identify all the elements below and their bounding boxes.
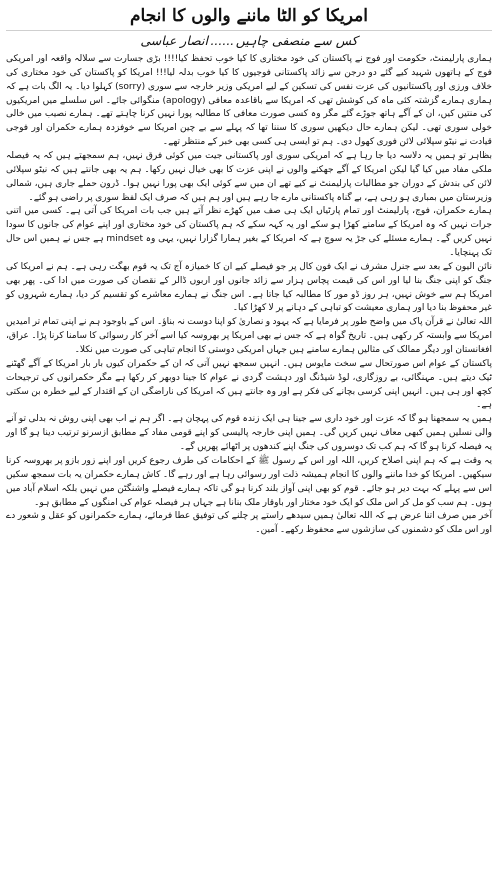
article-body — [6, 53, 492, 538]
article-paragraph: پاکستان کے عوام اس صورتحال سے سخت مایوس ہیں۔ انہیں سمجھ نہیں آتی کہ ان کے حکمران کیوں بار بار امریکا کے آگے گھٹنے ٹیک دیتے ہیں۔ مہنگائی، بے روزگاری، لوڈ شیڈنگ اور دہشت گردی نے عوام کا جینا دوبھر کر رکھا ہے مگر حکمرانوں کی ترجیحات کچھ اور ہی ہیں۔ انہیں اپنی کرسی بچانے کی فکر ہے اور وہ جانتے ہیں کہ امریکا کی ناراضگی ان کے اقتدار کے لیے خطرہ بن سکتی ہے۔ — [6, 358, 492, 411]
article-paragraph: نائن الیون کے بعد سے جنرل مشرف نے ایک فون کال پر جو فیصلے کیے ان کا خمیازہ آج تک یہ قوم بھگت رہی ہے۔ ہم نے امریکا کی جنگ کو اپنی جنگ بنا لیا اور اس کی قیمت پچاس ہزار سے زائد جانوں اور اربوں ڈالر کے نقصان کی صورت میں ادا کی۔ پھر بھی امریکا ہم سے خوش نہیں، ہر روز ڈو مور کا مطالبہ کیا جاتا ہے۔ اس جنگ نے ہمارے معاشرے کو تقسیم کر دیا، ہمارے شہروں کو غیر محفوظ بنا دیا اور ہماری معیشت کو تباہی کے دہانے پر لا کھڑا کیا۔ — [6, 261, 492, 314]
article-paragraph: بظاہر تو ہمیں یہ دلاسہ دیا جا رہا ہے کہ امریکی سوری اور پاکستانی جیت میں کوئی فرق نہیں، ہم سمجھتے ہیں کہ یہ فیصلہ ملکی مفاد میں کیا گیا لیکن امریکا کے آگے جھکنے والوں نے اپنی عزت کا بھی خیال نہیں رکھا۔ ہم یہ بھی جانتے ہیں کہ نیٹو سپلائی لائن کی بندش کے دوران جو مطالبات پارلیمنٹ نے کیے تھے ان میں سے کوئی ایک بھی پورا نہیں ہوا۔ ڈرون حملے جاری ہیں، شمالی وزیرستان میں بمباری ہو رہی ہے، بے گناہ پاکستانی مارے جا رہے ہیں اور ہم ہیں کہ صرف ایک لفظ سوری پر راضی ہو گئے۔ — [6, 151, 492, 203]
article-paragraph: ہمارے حکمران، فوج، پارلیمنٹ اور تمام پارٹیاں ایک ہی صف میں کھڑے نظر آتے ہیں جب بات امریکا کی آتی ہے۔ کسی میں اتنی جرات نہیں کہ وہ امریکا کے سامنے کھڑا ہو سکے اور یہ کہہ سکے کہ ہم پاکستان کی خود مختاری اور اپنے عوام کی جانوں کا سودا نہیں کریں گے۔ ہمارے مسئلے کی جڑ یہ سوچ ہے کہ امریکا کے بغیر ہمارا گزارا نہیں، یہی وہ mindset ہے جس نے ہمیں اس حال تک پہنچایا۔ — [6, 206, 492, 259]
article-title: امریکا کو الٹا ماننے والوں کا انجام — [6, 4, 492, 31]
byline-separator: ...... — [209, 33, 234, 48]
article-paragraph: آخر میں صرف اتنا عرض ہے کہ اللہ تعالیٰ ہمیں سیدھے راستے پر چلنے کی توفیق عطا فرمائے، ہمارے حکمرانوں کو عقل و شعور دے اور اس ملک کو دشمنوں کی سازشوں سے محفوظ رکھے۔ آمین۔ — [6, 511, 492, 536]
byline — [6, 31, 492, 51]
article-paragraph: یہ وقت ہے کہ ہم اپنی اصلاح کریں، اللہ اور اس کے رسول ﷺ کے احکامات کی طرف رجوع کریں اور اپنے زور بازو پر بھروسہ کرنا سیکھیں۔ امریکا کو خدا ماننے والوں کا انجام ہمیشہ ذلت اور رسوائی رہا ہے اور رہے گا۔ کاش ہمارے حکمران یہ بات سمجھ سکیں اس سے پہلے کہ بہت دیر ہو جائے۔ قوم کو بھی اپنی آواز بلند کرنا ہو گی تاکہ ہمارے فیصلے واشنگٹن میں نہیں بلکہ اسلام آباد میں ہوں۔ ہم سب کو مل کر اس ملک کو ایک خود مختار اور باوقار ملک بنانا ہے جہاں ہر فیصلہ عوام کی امنگوں کے مطابق ہو۔ — [6, 455, 492, 508]
article-paragraph: اللہ تعالیٰ نے قرآن پاک میں واضح طور پر فرمایا ہے کہ یہود و نصاریٰ کو اپنا دوست نہ بناؤ۔ اس کے باوجود ہم نے اپنی تمام تر امیدیں امریکا سے وابستہ کر رکھی ہیں۔ تاریخ گواہ ہے کہ جس نے بھی امریکا پر بھروسہ کیا اسے آخر کار رسوائی کا سامنا کرنا پڑا۔ عراق، افغانستان اور دیگر ممالک کی مثالیں ہمارے سامنے ہیں جہاں امریکی دوستی کا انجام تباہی کی صورت میں نکلا۔ — [6, 317, 492, 356]
article-paragraph: ہماری پارلیمنٹ، حکومت اور فوج نے پاکستان کی خود مختاری کا کیا خوب تحفظ کیا!!!! بڑی جسارت سے سلالہ واقعہ اور امریکی فوج کے ہاتھوں شہید کیے گئے دو درجن سے زائد پاکستانی فوجیوں کا کیا خوب بدلہ لیا!!! امریکا کو پاکستان کی خود مختاری کی خلاف ورزی اور پاکستانیوں کی عزت نفس کی تسکین کے لیے امریکی وزیر خارجہ سے سوری (sorry) کہلوا دیا۔ یہ الگ بات ہے کہ ہماری ہمارے گزشتہ کئی ماہ کی کوشش تھی کہ امریکا سے باقاعدہ معافی (apology) منگوائی جائے۔ اس سلسلے میں امریکیوں کی منتیں کیں، ان کے آگے ہاتھ جوڑے گئے مگر وہ کسی صورت معافی کا مطالبہ پورا نہیں کرنا چاہتے تھے۔ ہمارے نصیب میں خالی خولی سوری تھی۔ لیکن ہمارے حال دیکھیں سوری کا سننا تھا کہ پہلے سے بے چین امریکا سے خوفزدہ ہمارے حکمران اور فوجی قیادت نے نیٹو سپلائی لائن فوری کھول دی۔ ہم تو ایسی ہی کسی بھی خبر کے منتظر تھے۔ — [6, 54, 492, 148]
author-name: انصار عباسی — [140, 33, 208, 48]
article-subtitle: کس سے منصفی چاہیں — [235, 33, 358, 48]
article-paragraph: ہمیں یہ سمجھنا ہو گا کہ عزت اور خود داری سے جینا ہی ایک زندہ قوم کی پہچان ہے۔ اگر ہم نے اب بھی اپنی روش نہ بدلی تو آنے والی نسلیں ہمیں کبھی معاف نہیں کریں گی۔ ہمیں اپنی خارجہ پالیسی کو اپنے قومی مفاد کے مطابق ازسرنو ترتیب دینا ہو گا اور یہ فیصلہ کرنا ہو گا کہ ہم کب تک دوسروں کی جنگ اپنے کندھوں پر اٹھائے پھریں گے۔ — [6, 414, 492, 453]
